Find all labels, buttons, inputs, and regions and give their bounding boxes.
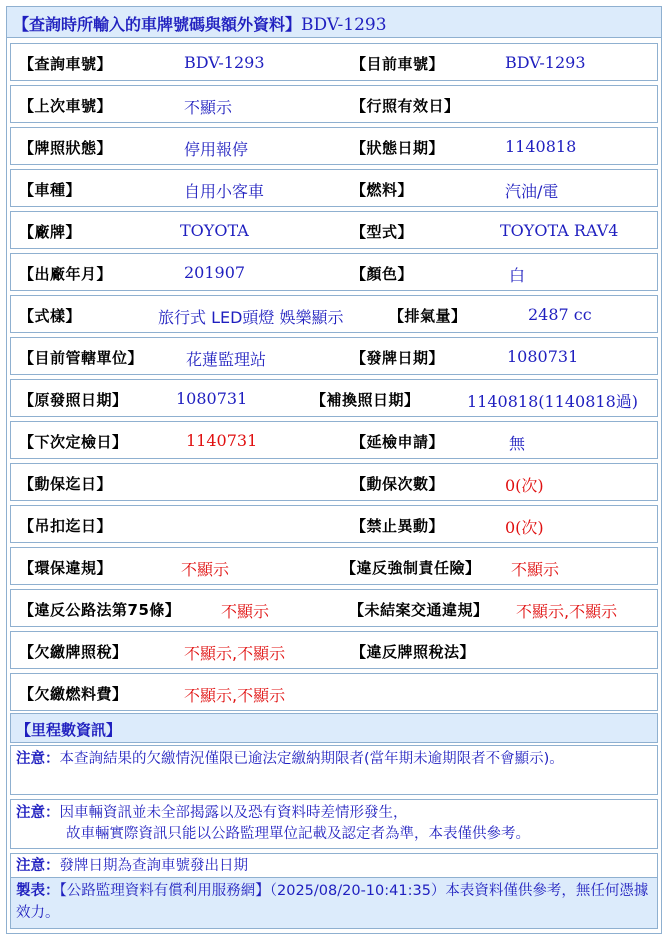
value-displacement: 2487 cc — [528, 305, 592, 324]
note-text-line2: 故車輛實際資訊只能以公路監理單位記載及認定者為準，本表僅供參考。 — [66, 826, 530, 842]
info-row — [10, 127, 658, 165]
mileage-section-header — [10, 713, 658, 743]
value-manufacture-date: 201907 — [184, 263, 246, 282]
label-transfer-ban: 【禁止異動】 — [351, 517, 445, 535]
label-status-date: 【狀態日期】 — [351, 139, 445, 157]
note-issue-date — [10, 853, 658, 879]
label-displacement: 【排氣量】 — [389, 307, 467, 325]
value-highway-act-violation: 不顯示 — [221, 602, 270, 621]
value-jurisdiction: 花蓮監理站 — [186, 350, 267, 369]
value-model: TOYOTA RAV4 — [500, 221, 619, 240]
value-status-date: 1140818 — [505, 137, 577, 156]
label-open-traffic-violation: 【未結案交通違規】 — [349, 601, 489, 619]
value-lien-count: 0(次) — [505, 476, 544, 495]
value-transfer-ban: 0(次) — [505, 518, 544, 537]
info-row — [10, 379, 658, 417]
value-query-plate: BDV-1293 — [184, 53, 265, 72]
note-unpaid — [10, 745, 658, 795]
mileage-label: 【里程數資訊】 — [16, 721, 122, 739]
report-header — [7, 7, 661, 38]
label-previous-plate: 【上次車號】 — [19, 97, 113, 115]
info-row — [10, 211, 658, 249]
footer-label: 製表： — [16, 883, 60, 899]
note-label: 注意： — [16, 805, 60, 821]
value-previous-plate: 不顯示 — [184, 98, 233, 117]
label-manufacture-date: 【出廠年月】 — [19, 265, 113, 283]
footer-text: 【公路監理資料有償利用服務網】（2025/08/20-10:41:35）本表資料僅供參考，無任何憑據效力。 — [16, 883, 649, 921]
value-insurance-violation: 不顯示 — [511, 560, 560, 579]
label-issue-date: 【發牌日期】 — [351, 349, 445, 367]
value-vehicle-type: 自用小客車 — [184, 182, 265, 201]
info-row — [10, 253, 658, 291]
info-row — [10, 421, 658, 459]
label-insurance-violation: 【違反強制責任險】 — [341, 559, 481, 577]
info-row — [10, 673, 658, 711]
header-plate: BDV-1293 — [301, 15, 387, 35]
label-brand: 【廠牌】 — [19, 223, 82, 241]
info-row — [10, 85, 658, 123]
note-label: 注意： — [16, 751, 60, 767]
label-fuel: 【燃料】 — [351, 181, 414, 199]
value-plate-status: 停用報停 — [184, 140, 249, 159]
value-issue-date: 1080731 — [507, 347, 579, 366]
note-label: 注意： — [16, 858, 60, 874]
label-highway-act-violation: 【違反公路法第75條】 — [19, 601, 181, 619]
value-next-inspection: 1140731 — [186, 431, 258, 450]
label-lien-end-date: 【動保迄日】 — [19, 475, 113, 493]
footer — [10, 877, 658, 929]
label-unpaid-fuel-fee: 【欠繳燃料費】 — [19, 685, 128, 703]
value-body-style: 旅行式 LED頭燈 娛樂顯示 — [158, 308, 344, 327]
value-fuel: 汽油/電 — [505, 182, 559, 201]
info-row — [10, 337, 658, 375]
label-color: 【顏色】 — [351, 265, 414, 283]
info-row — [10, 631, 658, 669]
label-inspection-extension: 【延檢申請】 — [351, 433, 445, 451]
label-reissue-date: 【補換照日期】 — [311, 391, 420, 409]
label-next-inspection: 【下次定檢日】 — [19, 433, 128, 451]
value-brand: TOYOTA — [180, 221, 249, 240]
label-vehicle-type: 【車種】 — [19, 181, 82, 199]
header-title: 【查詢時所輸入的車牌號碼與額外資料】BDV-1293 — [13, 15, 387, 35]
info-row — [10, 169, 658, 207]
note-text: 因車輛資訊並未全部揭露以及恐有資料時差情形發生， — [59, 805, 408, 821]
note-text: 本查詢結果的欠繳情況僅限已逾法定繳納期限者(當年期未逾期限者不會顯示)。 — [59, 751, 564, 767]
info-row — [10, 43, 658, 81]
label-model: 【型式】 — [351, 223, 414, 241]
label-plate-status: 【牌照狀態】 — [19, 139, 113, 157]
value-open-traffic-violation: 不顯示,不顯示 — [516, 602, 618, 621]
value-original-issue-date: 1080731 — [176, 389, 248, 408]
info-row — [10, 295, 658, 333]
note-text: 發牌日期為查詢車號發出日期 — [59, 858, 248, 874]
report-panel — [6, 6, 662, 934]
label-current-plate: 【目前車號】 — [351, 55, 445, 73]
label-unpaid-license-tax: 【欠繳牌照稅】 — [19, 643, 128, 661]
value-current-plate: BDV-1293 — [505, 53, 586, 72]
value-unpaid-license-tax: 不顯示,不顯示 — [184, 644, 286, 663]
label-license-tax-violation: 【違反牌照稅法】 — [351, 643, 476, 661]
value-color: 白 — [509, 266, 526, 285]
label-original-issue-date: 【原發照日期】 — [19, 391, 128, 409]
value-environmental-violation: 不顯示 — [181, 560, 230, 579]
label-license-expiry: 【行照有效日】 — [351, 97, 460, 115]
note-disclaimer — [10, 799, 658, 849]
value-reissue-date: 1140818(1140818過) — [467, 392, 639, 411]
label-jurisdiction: 【目前管轄單位】 — [19, 349, 144, 367]
label-environmental-violation: 【環保違規】 — [19, 559, 113, 577]
label-lien-count: 【動保次數】 — [351, 475, 445, 493]
value-unpaid-fuel-fee: 不顯示,不顯示 — [184, 686, 286, 705]
info-row — [10, 547, 658, 585]
label-query-plate: 【查詢車號】 — [19, 55, 113, 73]
label-body-style: 【式樣】 — [19, 307, 82, 325]
info-row — [10, 589, 658, 627]
label-suspension-end-date: 【吊扣迄日】 — [19, 517, 113, 535]
info-row — [10, 463, 658, 501]
value-inspection-extension: 無 — [509, 434, 526, 453]
info-row — [10, 505, 658, 543]
